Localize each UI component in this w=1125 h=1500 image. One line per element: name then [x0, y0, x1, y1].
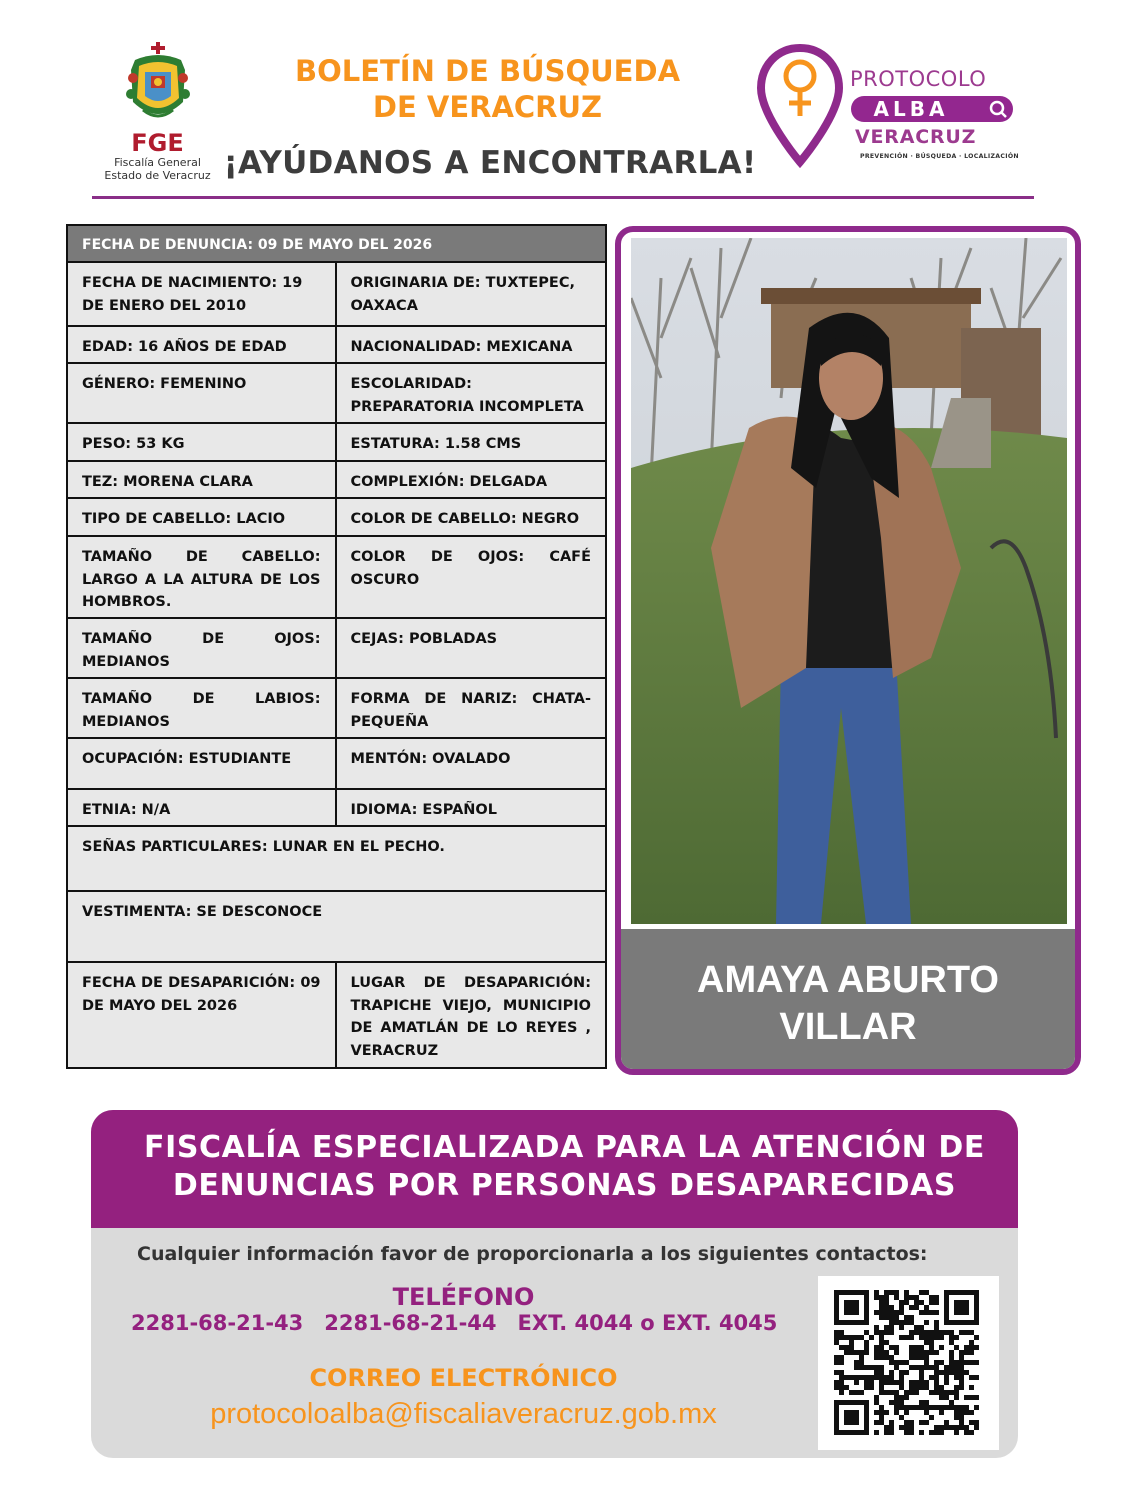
veracruz-coat-of-arms-icon [123, 40, 193, 128]
table-row [68, 892, 605, 963]
disappearance-place: LUGAR DE DESAPARICIÓN: TRAPICHE VIEJO, MUNICIPIO DE AMATLÁN DE LO REYES , VERACRUZ [350, 975, 591, 1059]
chin: MENTÓN: OVALADO [350, 751, 511, 767]
alba-protocolo-text: PROTOCOLO [850, 67, 987, 91]
table-row [68, 827, 605, 892]
table-row [68, 424, 605, 462]
birth-date: FECHA DE NACIMIENTO: 19 DE ENERO DEL 2010 [68, 263, 337, 325]
missing-person-photo [631, 238, 1067, 924]
clothing: VESTIMENTA: SE DESCONOCE [82, 904, 323, 920]
call-to-action: ¡AYÚDANOS A ENCONTRARLA! [223, 145, 757, 181]
hair-length: TAMAÑO DE CABELLO: LARGO A LA ALTURA DE LOS HOMBROS. [68, 537, 337, 617]
table-row [68, 963, 605, 1067]
footer-title-line2: DENUNCIAS POR PERSONAS DESAPARECIDAS [172, 1168, 957, 1203]
nose-shape: FORMA DE NARIZ: CHATA-PEQUEÑA [350, 691, 591, 730]
weight: PESO: 53 KG [68, 424, 337, 460]
bulletin-title [240, 53, 735, 125]
contact-instructions: Cualquier información favor de proporcionarla a los siguientes contactos: [137, 1243, 928, 1265]
hair-type: TIPO DE CABELLO: LACIO [68, 499, 337, 535]
hair-color: COLOR DE CABELLO: NEGRO [350, 511, 580, 527]
report-date: FECHA DE DENUNCIA: 09 DE MAYO DEL 2026 [82, 237, 433, 253]
photo-card [615, 226, 1081, 1075]
table-row [68, 364, 605, 424]
distinguishing-marks: SEÑAS PARTICULARES: LUNAR EN EL PECHO. [82, 839, 445, 855]
email-label: CORREO ELECTRÓNICO [309, 1364, 618, 1392]
person-name-line2: VILLAR [779, 1006, 917, 1048]
eyebrows: CEJAS: POBLADAS [350, 631, 498, 647]
eye-size: TAMAÑO DE OJOS: MEDIANOS [68, 619, 337, 677]
person-name [621, 957, 1075, 1051]
qr-code[interactable] [818, 1276, 999, 1450]
table-row [68, 263, 605, 327]
table-row [68, 739, 605, 790]
fge-logo [100, 40, 215, 185]
location-pin-icon [755, 40, 850, 170]
height: ESTATURA: 1.58 CMS [350, 436, 522, 452]
table-row [68, 499, 605, 537]
phone-extensions: EXT. 4044 o EXT. 4045 [517, 1311, 778, 1335]
fge-acronym: FGE [131, 129, 184, 157]
table-row [68, 537, 605, 619]
footer-title-line1: FISCALÍA ESPECIALIZADA PARA LA ATENCIÓN DE [143, 1130, 985, 1165]
phone-number-2[interactable]: 2281-68-21-44 [324, 1311, 497, 1335]
qr-code-icon [818, 1276, 999, 1450]
phone-label: TELÉFONO [392, 1283, 535, 1311]
gender: GÉNERO: FEMENINO [68, 364, 337, 422]
person-photo-illustration [631, 238, 1067, 924]
table-row [68, 327, 605, 364]
table-row [68, 679, 605, 739]
language: IDIOMA: ESPAÑOL [350, 802, 497, 818]
bulletin-title-line1: BOLETÍN DE BÚSQUEDA [294, 54, 681, 88]
person-name-band [621, 929, 1075, 1069]
age: EDAD: 16 AÑOS DE EDAD [68, 327, 337, 362]
header-divider [92, 196, 1034, 199]
email-address[interactable]: protocoloalba@fiscaliaveracruz.gob.mx [210, 1398, 717, 1430]
eye-color: COLOR DE OJOS: CAFÉ OSCURO [350, 549, 591, 588]
skin-tone: TEZ: MORENA CLARA [68, 462, 337, 497]
alba-tagline: PREVENCIÓN · BÚSQUEDA · LOCALIZACIÓN [860, 153, 1019, 160]
contact-footer [91, 1110, 1018, 1458]
alba-pill [851, 96, 1013, 122]
bulletin-title-line2: DE VERACRUZ [372, 90, 603, 124]
footer-banner [91, 1110, 1018, 1228]
occupation: OCUPACIÓN: ESTUDIANTE [68, 739, 337, 788]
disappearance-date: FECHA DE DESAPARICIÓN: 09 DE MAYO DEL 2026 [68, 963, 337, 1067]
table-row [68, 226, 605, 263]
schooling: ESCOLARIDAD: PREPARATORIA INCOMPLETA [350, 376, 584, 415]
phone-numbers [131, 1311, 777, 1335]
table-row [68, 619, 605, 679]
build: COMPLEXIÓN: DELGADA [350, 474, 548, 490]
origin: ORIGINARIA DE: TUXTEPEC, OAXACA [350, 275, 575, 314]
details-table [66, 224, 607, 1069]
fge-name-line2: Estado de Veracruz [104, 169, 211, 182]
search-icon [987, 98, 1009, 120]
nationality: NACIONALIDAD: MEXICANA [350, 339, 573, 355]
alba-text: ALBA [873, 97, 949, 121]
table-row [68, 790, 605, 827]
ethnicity: ETNIA: N/A [68, 790, 337, 825]
alba-veracruz-text: VERACRUZ [855, 126, 977, 148]
table-row [68, 462, 605, 499]
fge-name-line1: Fiscalía General [114, 156, 201, 169]
protocolo-alba-logo [755, 40, 1030, 170]
person-name-line1: AMAYA ABURTO [697, 959, 999, 1001]
lip-size: TAMAÑO DE LABIOS: MEDIANOS [68, 679, 337, 737]
phone-number-1[interactable]: 2281-68-21-43 [131, 1311, 304, 1335]
prosecutor-office-title [91, 1129, 1018, 1205]
